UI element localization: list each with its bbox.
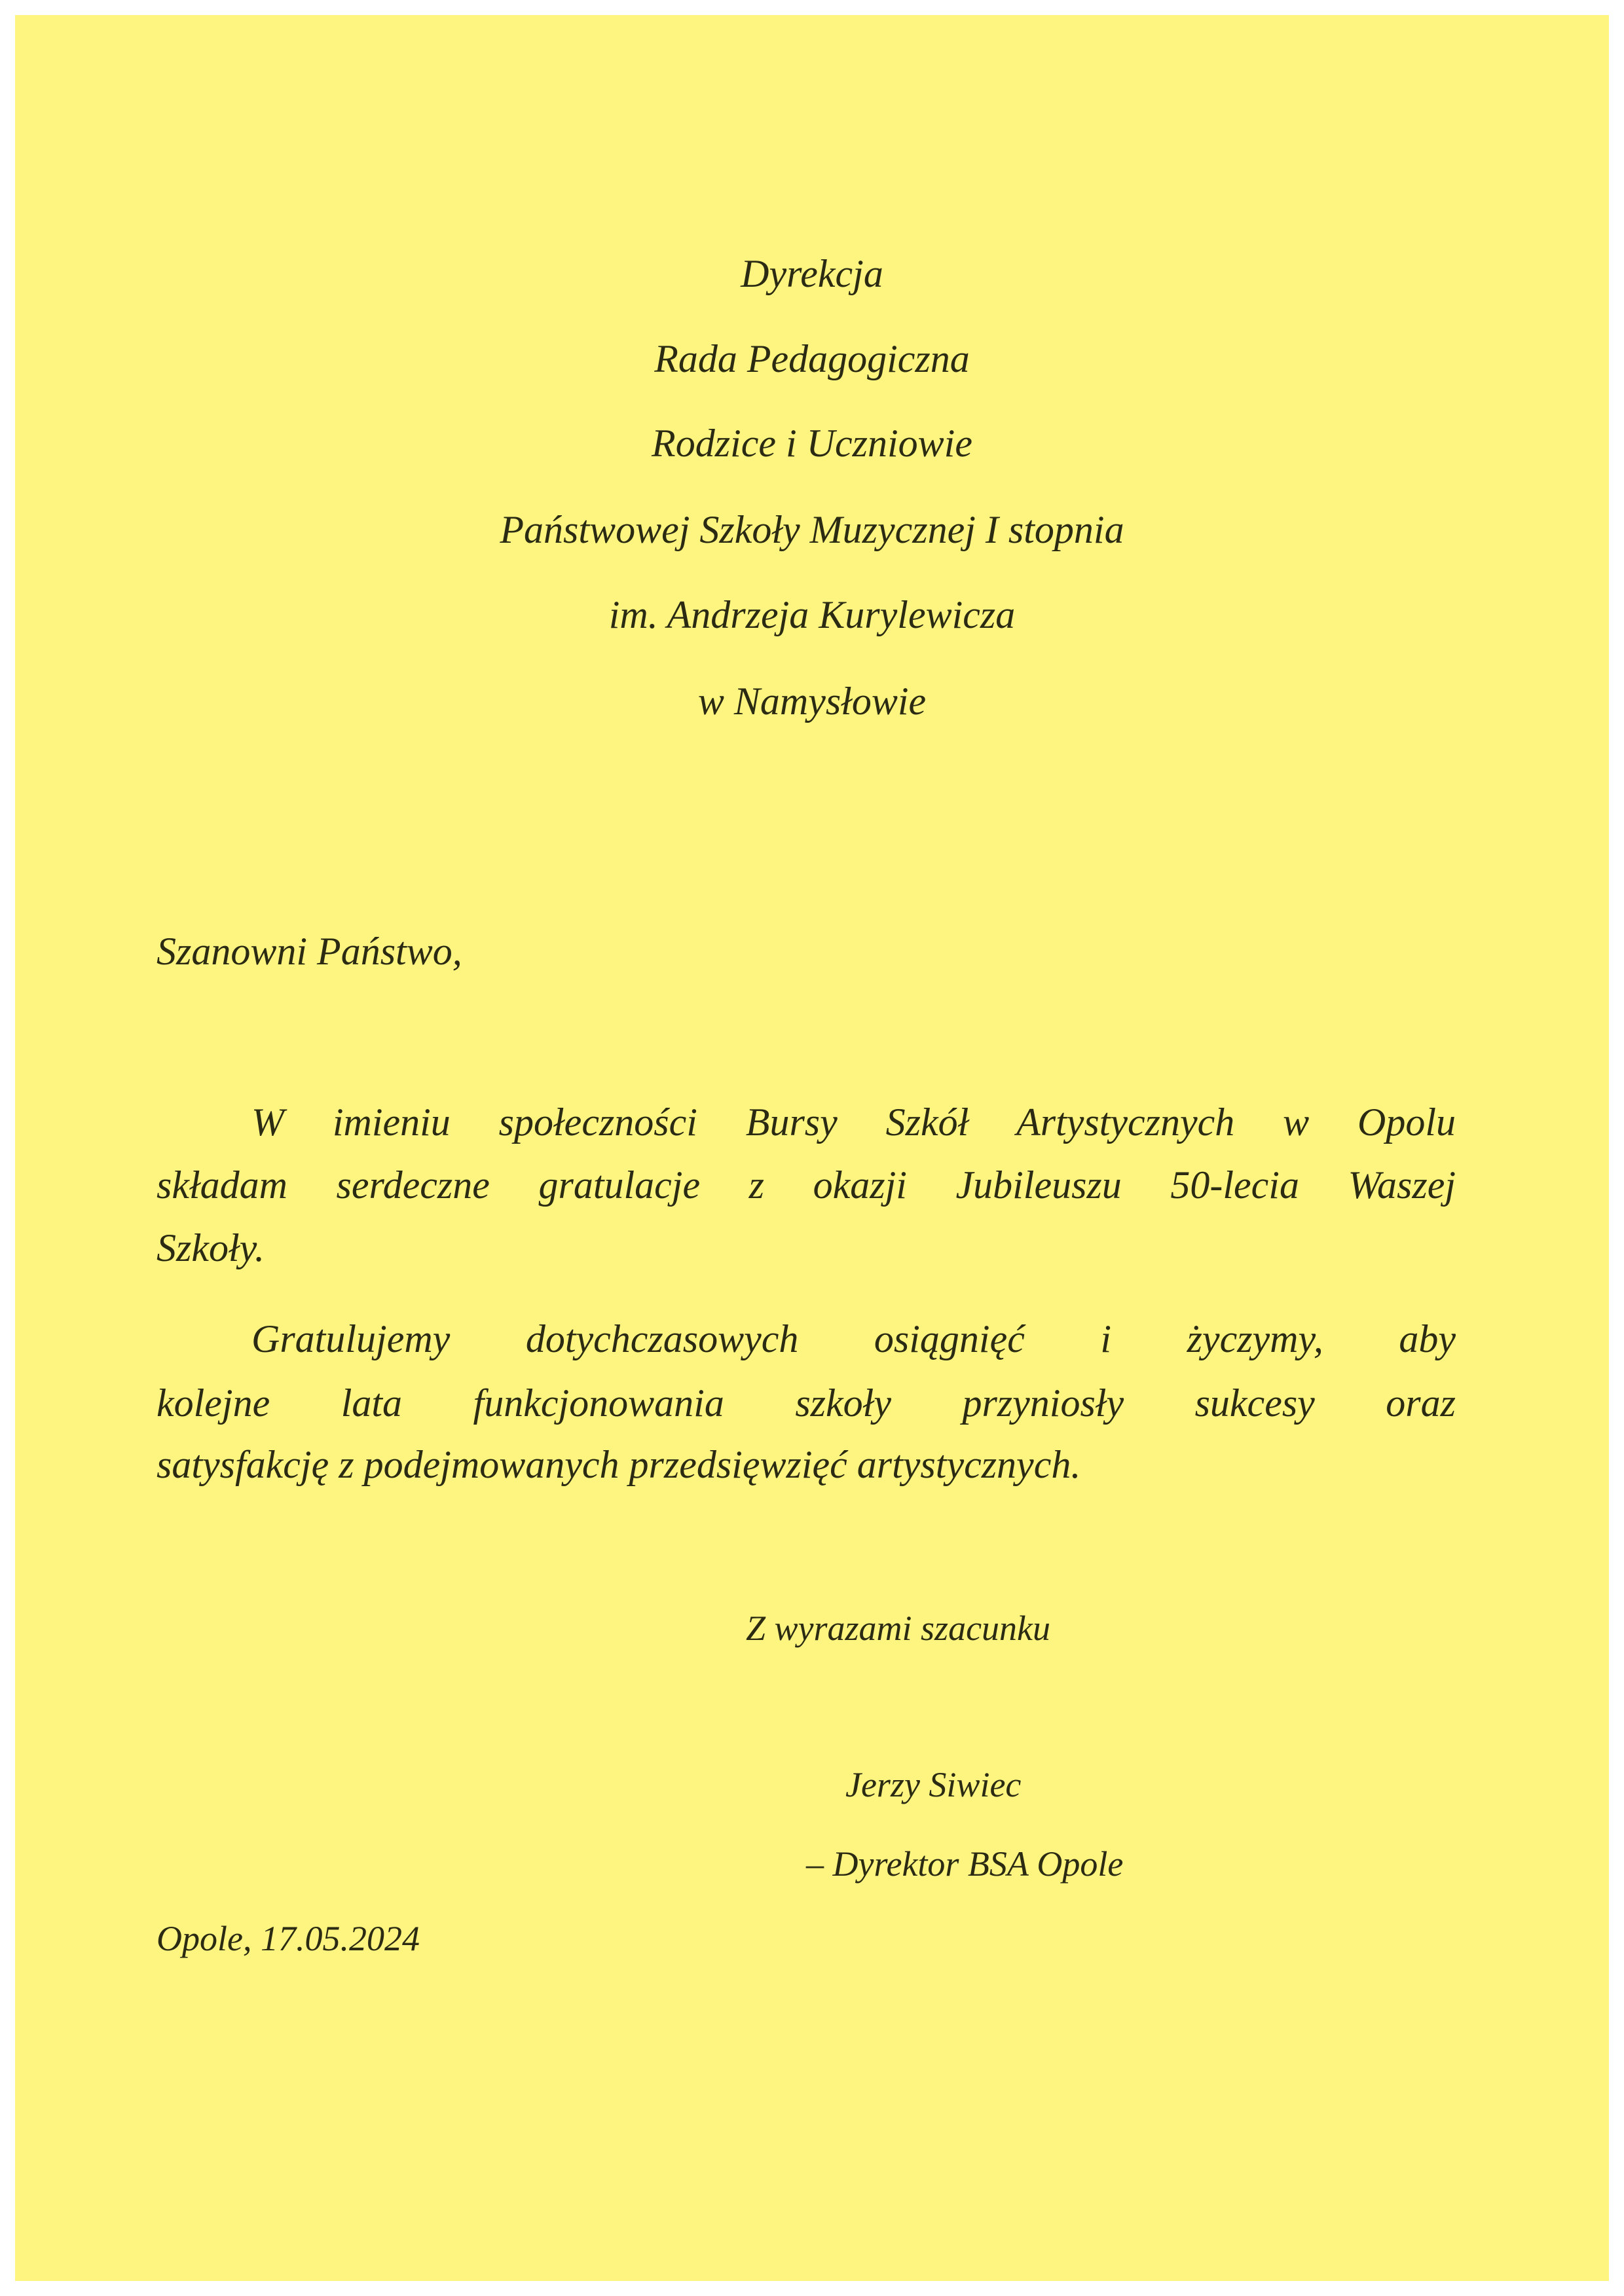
body-line: składam serdeczne gratulacje z okazji Jubileuszu 50-lecia Waszej [157, 1163, 1456, 1207]
salutation: Szanowni Państwo, [157, 930, 462, 973]
recipient-line: Rada Pedagogiczna [654, 337, 970, 380]
body-line: W imieniu społeczności Bursy Szkół Artystycznych w Opolu [251, 1101, 1456, 1144]
recipient-line: w Namysłowie [697, 680, 927, 723]
place-date: Opole, 17.05.2024 [157, 1919, 420, 1958]
body-line: Gratulujemy dotychczasowych osiągnięć i życzymy, aby [251, 1317, 1456, 1360]
signature-name: Jerzy Siwiec [845, 1765, 1022, 1804]
recipient-line: im. Andrzeja Kurylewicza [608, 593, 1016, 636]
recipient-line: Państwowej Szkoły Muzycznej I stopnia [500, 508, 1124, 551]
recipient-line: Dyrekcja [741, 252, 883, 295]
closing: Z wyrazami szacunku [746, 1609, 1051, 1648]
body-line: Szkoły. [157, 1226, 265, 1269]
signature-title: – Dyrektor BSA Opole [806, 1844, 1124, 1884]
body-line: satysfakcję z podejmowanych przedsięwzięć artystycznych. [157, 1443, 1081, 1486]
recipient-line: Rodzice i Uczniowie [652, 422, 972, 465]
body-line: kolejne lata funkcjonowania szkoły przyniosły sukcesy oraz [157, 1381, 1456, 1425]
